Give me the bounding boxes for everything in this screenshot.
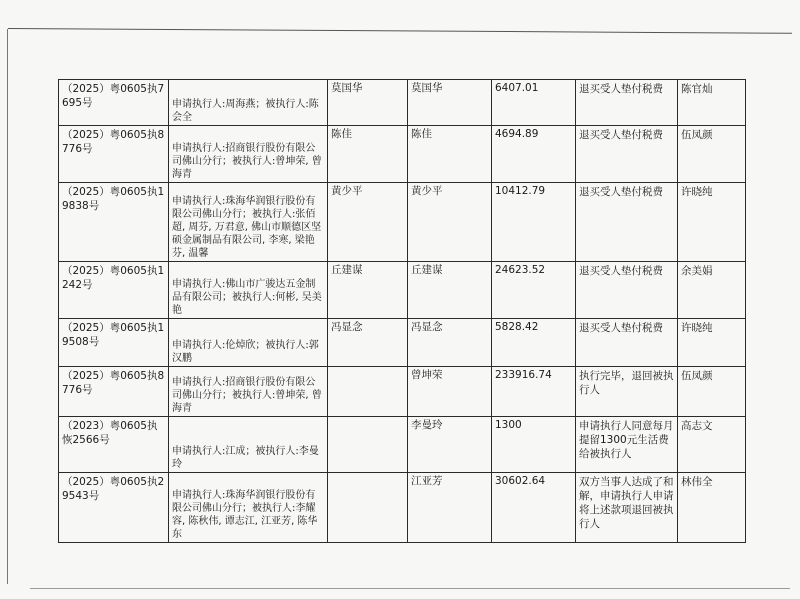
payer (328, 417, 408, 473)
payee: 莫国华 (408, 80, 492, 126)
case-number: （2025）粤0605执8776号 (59, 367, 169, 417)
amount: 24623.52 (492, 262, 576, 319)
amount: 6407.01 (492, 80, 576, 126)
case-number: （2025）粤0605执19508号 (59, 319, 169, 367)
table-row (59, 417, 746, 473)
parties: 申请执行人:周海燕；被执行人:陈会全 (169, 80, 328, 126)
payee: 江亚芳 (408, 473, 492, 543)
payee: 陈佳 (408, 126, 492, 183)
table-row (59, 319, 746, 367)
table-row (59, 126, 746, 183)
payee: 丘建谋 (408, 262, 492, 319)
reason: 退买受人垫付税费 (576, 183, 678, 262)
reason: 退买受人垫付税费 (576, 262, 678, 319)
table-row (59, 367, 746, 417)
handler: 陈官灿 (678, 80, 746, 126)
scan-edge-bottom (30, 588, 790, 589)
parties: 申请执行人:江成；被执行人:李曼玲 (169, 417, 328, 473)
table-row (59, 80, 746, 126)
amount: 5828.42 (492, 319, 576, 367)
amount: 4694.89 (492, 126, 576, 183)
payer (328, 367, 408, 417)
handler: 许晓纯 (678, 183, 746, 262)
parties: 申请执行人:招商银行股份有限公司佛山分行；被执行人:曾坤荣, 曾海青 (169, 367, 328, 417)
parties: 申请执行人:佛山市广骏达五金制品有限公司；被执行人:何彬, 吴美艳 (169, 262, 328, 319)
case-number: （2025）粤0605执19838号 (59, 183, 169, 262)
case-number: （2025）粤0605执29543号 (59, 473, 169, 543)
handler: 许晓纯 (678, 319, 746, 367)
case-number: （2025）粤0605执1242号 (59, 262, 169, 319)
scan-edge-left (7, 29, 8, 584)
amount: 30602.64 (492, 473, 576, 543)
reason: 执行完毕，退回被执行人 (576, 367, 678, 417)
payer: 丘建谋 (328, 262, 408, 319)
refund-records-table (58, 79, 746, 543)
table-row (59, 183, 746, 262)
payee: 黄少平 (408, 183, 492, 262)
payer: 莫国华 (328, 80, 408, 126)
reason: 申请执行人同意每月提留1300元生活费给被执行人 (576, 417, 678, 473)
amount: 1300 (492, 417, 576, 473)
case-number: （2025）粤0605执8776号 (59, 126, 169, 183)
parties: 申请执行人:招商银行股份有限公司佛山分行；被执行人:曾坤荣, 曾海青 (169, 126, 328, 183)
handler: 林伟全 (678, 473, 746, 543)
reason: 退买受人垫付税费 (576, 126, 678, 183)
table-row (59, 473, 746, 543)
handler: 伍凤颜 (678, 367, 746, 417)
parties: 申请执行人:伦焯欣；被执行人:郭汉鹏 (169, 319, 328, 367)
case-number: （2025）粤0605执7695号 (59, 80, 169, 126)
reason: 退买受人垫付税费 (576, 319, 678, 367)
payee: 冯显念 (408, 319, 492, 367)
case-number: （2023）粤0605执恢2566号 (59, 417, 169, 473)
payer: 冯显念 (328, 319, 408, 367)
handler: 伍凤颜 (678, 126, 746, 183)
payer: 黄少平 (328, 183, 408, 262)
payee: 李曼玲 (408, 417, 492, 473)
payer (328, 473, 408, 543)
reason: 双方当事人达成了和解，申请执行人申请将上述款项退回被执行人 (576, 473, 678, 543)
parties: 申请执行人:珠海华润银行股份有限公司佛山分行；被执行人:张佰超, 周芬, 万君意, 佛山市顺德区坚硕金属制品有限公司, 李寒, 梁艳芬, 温馨 (169, 183, 328, 262)
payee: 曾坤荣 (408, 367, 492, 417)
scan-edge-top (8, 28, 792, 34)
reason: 退买受人垫付税费 (576, 80, 678, 126)
payer: 陈佳 (328, 126, 408, 183)
table-row (59, 262, 746, 319)
handler: 余美娟 (678, 262, 746, 319)
handler: 高志文 (678, 417, 746, 473)
amount: 10412.79 (492, 183, 576, 262)
amount: 233916.74 (492, 367, 576, 417)
parties: 申请执行人:珠海华润银行股份有限公司佛山分行；被执行人:李耀容, 陈秋伟, 谭志江, 江亚芳, 陈华东 (169, 473, 328, 543)
